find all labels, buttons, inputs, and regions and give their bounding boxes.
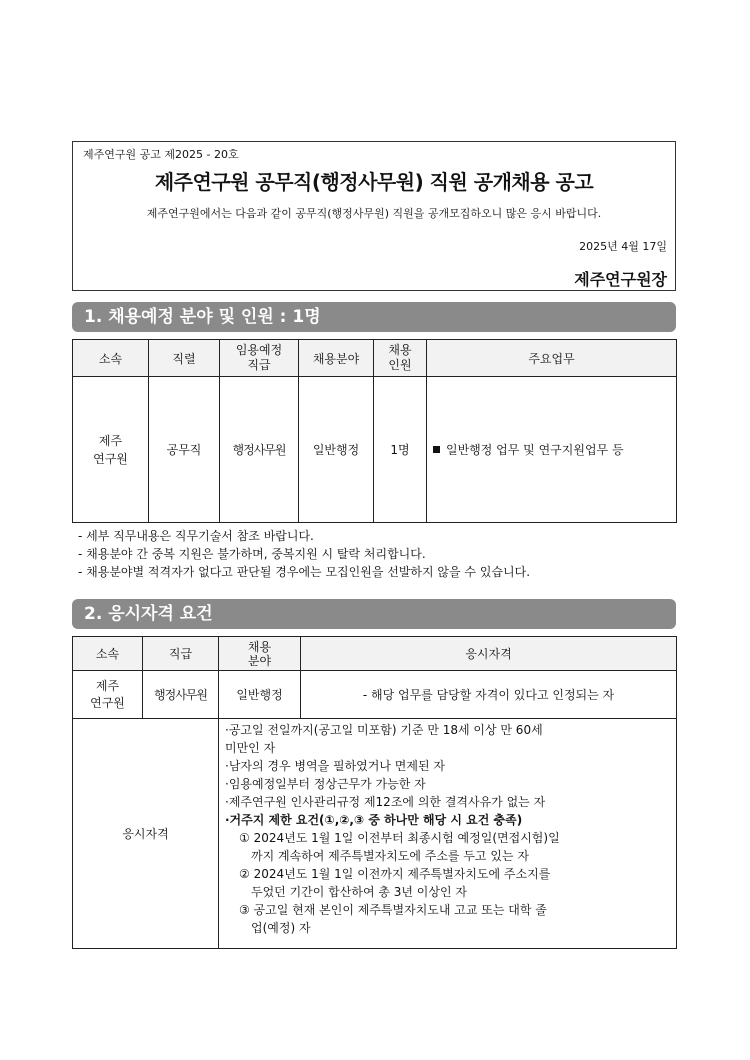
issuer-name: 제주연구원장 [574, 270, 667, 289]
requirements-row [73, 719, 677, 949]
section1-title: 1. 채용예정 분야 및 인원 : 1명 [72, 302, 676, 332]
table-row [73, 377, 677, 523]
cell-series: 공무직 [149, 377, 220, 523]
notes-list [78, 527, 530, 581]
note-item: - 세부 직무내용은 직무기술서 참조 바랍니다. [78, 529, 314, 543]
section2-title: 2. 응시자격 요건 [72, 599, 676, 629]
req-line: ·임용예정일부터 정상근무가 가능한 자 [225, 777, 426, 791]
notice-number: 제주연구원 공고 제2025 - 20호 [83, 148, 239, 161]
header-field: 채용분야 [299, 340, 374, 377]
cell-grade: 행정사무원 [220, 377, 299, 523]
req-line: ·제주연구원 인사관리규정 제12조에 의한 결격사유가 없는 자 [225, 795, 546, 809]
header-grade: 임용예정 직급 [220, 340, 299, 377]
header-duty: 주요업무 [427, 340, 677, 377]
cell-qual: - 해당 업무를 담당할 자격이 있다고 인정되는 자 [301, 671, 677, 719]
req-line: ① 2024년도 1월 1일 이전부터 최종시험 예정일(면접시험)일 [239, 831, 560, 845]
requirements-label: 응시자격 [73, 719, 219, 949]
header-qual: 응시자격 [301, 637, 677, 671]
requirements-cell [219, 719, 677, 949]
cell-org: 제주 연구원 [73, 671, 143, 719]
duty-text: 일반행정 업무 및 연구지원업무 등 [446, 443, 624, 457]
req-line: 까지 계속하여 제주특별자치도에 주소를 두고 있는 자 [251, 849, 529, 863]
page-title: 제주연구원 공무직(행정사무원) 직원 공개채용 공고 [154, 170, 594, 194]
table-row [73, 671, 677, 719]
req-line: ② 2024년도 1월 1일 이전까지 제주특별자치도에 주소지를 [239, 867, 551, 881]
table-header-row [73, 637, 677, 671]
cell-count: 1명 [374, 377, 427, 523]
note-item: - 채용분야 간 중복 지원은 불가하며, 중복지원 시 탈락 처리합니다. [78, 547, 426, 561]
positions-table [72, 339, 677, 523]
header-org: 소속 [73, 637, 143, 671]
req-line: 미만인 자 [225, 741, 276, 755]
note-item: - 채용분야별 적격자가 없다고 판단될 경우에는 모집인원을 선발하지 않을 수 있습니다. [78, 565, 531, 579]
req-line: 업(예정) 자 [251, 921, 311, 935]
req-line: ③ 공고일 현재 본인이 제주특별자치도내 고교 또는 대학 졸 [239, 903, 547, 917]
square-bullet-icon [433, 446, 440, 453]
qualification-table [72, 636, 677, 949]
header-field: 채용 분야 [219, 637, 301, 671]
cell-duty [427, 377, 677, 523]
intro-text: 제주연구원에서는 다음과 같이 공무직(행정사무원) 직원을 공개모집하오니 많은 응시 바랍니다. [146, 207, 602, 220]
table-header-row [73, 340, 677, 377]
header-grade: 직급 [143, 637, 219, 671]
notice-date: 2025년 4월 17일 [579, 240, 667, 253]
header-org: 소속 [73, 340, 149, 377]
req-line: 두었던 기간이 합산하여 총 3년 이상인 자 [251, 885, 467, 899]
req-line: ·남자의 경우 병역을 필하였거나 면제된 자 [225, 759, 445, 773]
header-series: 직렬 [149, 340, 220, 377]
cell-field: 일반행정 [219, 671, 301, 719]
notice-header-box [72, 141, 676, 291]
cell-org: 제주 연구원 [73, 377, 149, 523]
cell-field: 일반행정 [299, 377, 374, 523]
req-line-residence: ·거주지 제한 요건(①,②,③ 중 하나만 해당 시 요건 충족) [225, 813, 523, 827]
header-count: 채용 인원 [374, 340, 427, 377]
cell-grade: 행정사무원 [143, 671, 219, 719]
req-line: ·공고일 전일까지(공고일 미포함) 기준 만 18세 이상 만 60세 [225, 723, 543, 737]
